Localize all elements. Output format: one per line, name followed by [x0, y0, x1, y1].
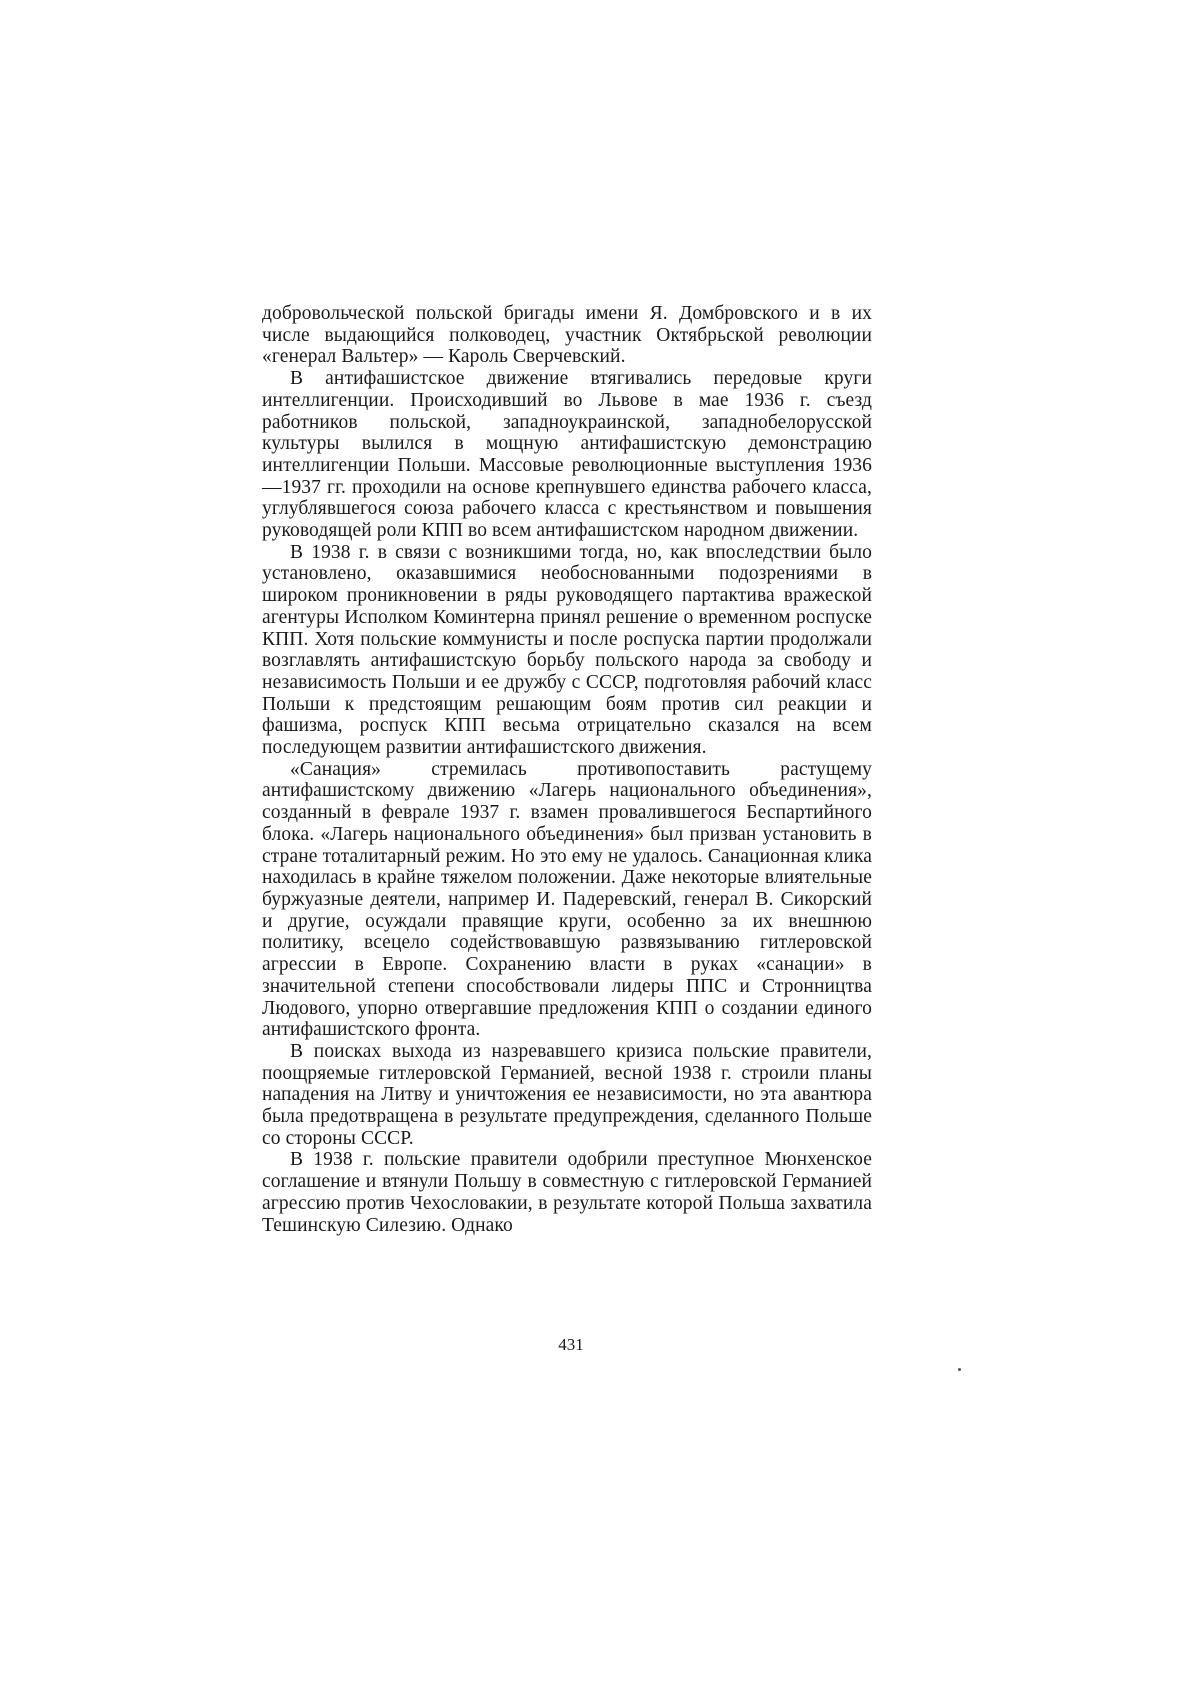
paragraph-4: «Санация» стремилась противопоставить растущему антифашистскому движению «Лагерь национального объединения», созданный в феврале 1937 г. взамен провалившегося Беспартийного блока. «Лагерь национального объединения» был призван установить в стране тоталитарный режим. Но это ему не удалось. Санационная клика находилась в крайне тяжелом положении. Даже некоторые влиятельные буржуазные деятели, например И. Падеревский, генерал В. Сикорский и другие, осуждали правящие круги, особенно за их внешнюю политику, всецело содействовавшую развязыванию гитлеровской агрессии в Европе. Сохранению власти в руках «санации» в значительной степени способствовали лидеры ППС и Стронництва Людового, упорно отвергавшие предложения КПП о создании единого антифашистского фронта. [262, 758, 872, 1041]
scan-speck [958, 1368, 961, 1371]
body-text [262, 303, 872, 1236]
paragraph-2: В антифашистское движение втягивались передовые круги интеллигенции. Происходивший во Львове в мае 1936 г. съезд работников польской, западноукраинской, западнобелорусской культуры вылился в мощную антифашистскую демонстрацию интеллигенции Польши. Массовые революционные выступления 1936—1937 гг. проходили на основе крепнувшего единства рабочего класса, углублявшегося союза рабочего класса с крестьянством и повышения руководящей роли КПП во всем антифашистском народном движении. [262, 368, 872, 542]
page-number: 431 [558, 1335, 584, 1354]
paragraph-6: В 1938 г. польские правители одобрили преступное Мюнхенское соглашение и втянули Польшу в совместную с гитлеровской Германией агрессию против Чехословакии, в результате которой Польша захватила Тешинскую Силезию. Однако [262, 1149, 872, 1236]
paragraph-1: добровольческой польской бригады имени Я. Домбровского и в их числе выдающийся полководец, участник Октябрьской революции «генерал Вальтер» — Кароль Сверчевский. [262, 303, 872, 368]
paragraph-3: В 1938 г. в связи с возникшими тогда, но, как впоследствии было установлено, оказавшимися необоснованными подозрениями в широком проникновении в ряды руководящего партактива вражеской агентуры Исполком Коминтерна принял решение о временном роспуске КПП. Хотя польские коммунисты и после роспуска партии продолжали возглавлять антифашистскую борьбу польского народа за свободу и независимость Польши и ее дружбу с СССР, подготовляя рабочий класс Польши к предстоящим решающим боям против сил реакции и фашизма, роспуск КПП весьма отрицательно сказался на всем последующем развитии антифашистского движения. [262, 541, 872, 759]
paragraph-5: В поисках выхода из назревавшего кризиса польские правители, поощряемые гитлеровской Германией, весной 1938 г. строили планы нападения на Литву и уничтожения ее независимости, но эта авантюра была предотвращена в результате предупреждения, сделанного Польше со стороны СССР. [262, 1040, 872, 1149]
